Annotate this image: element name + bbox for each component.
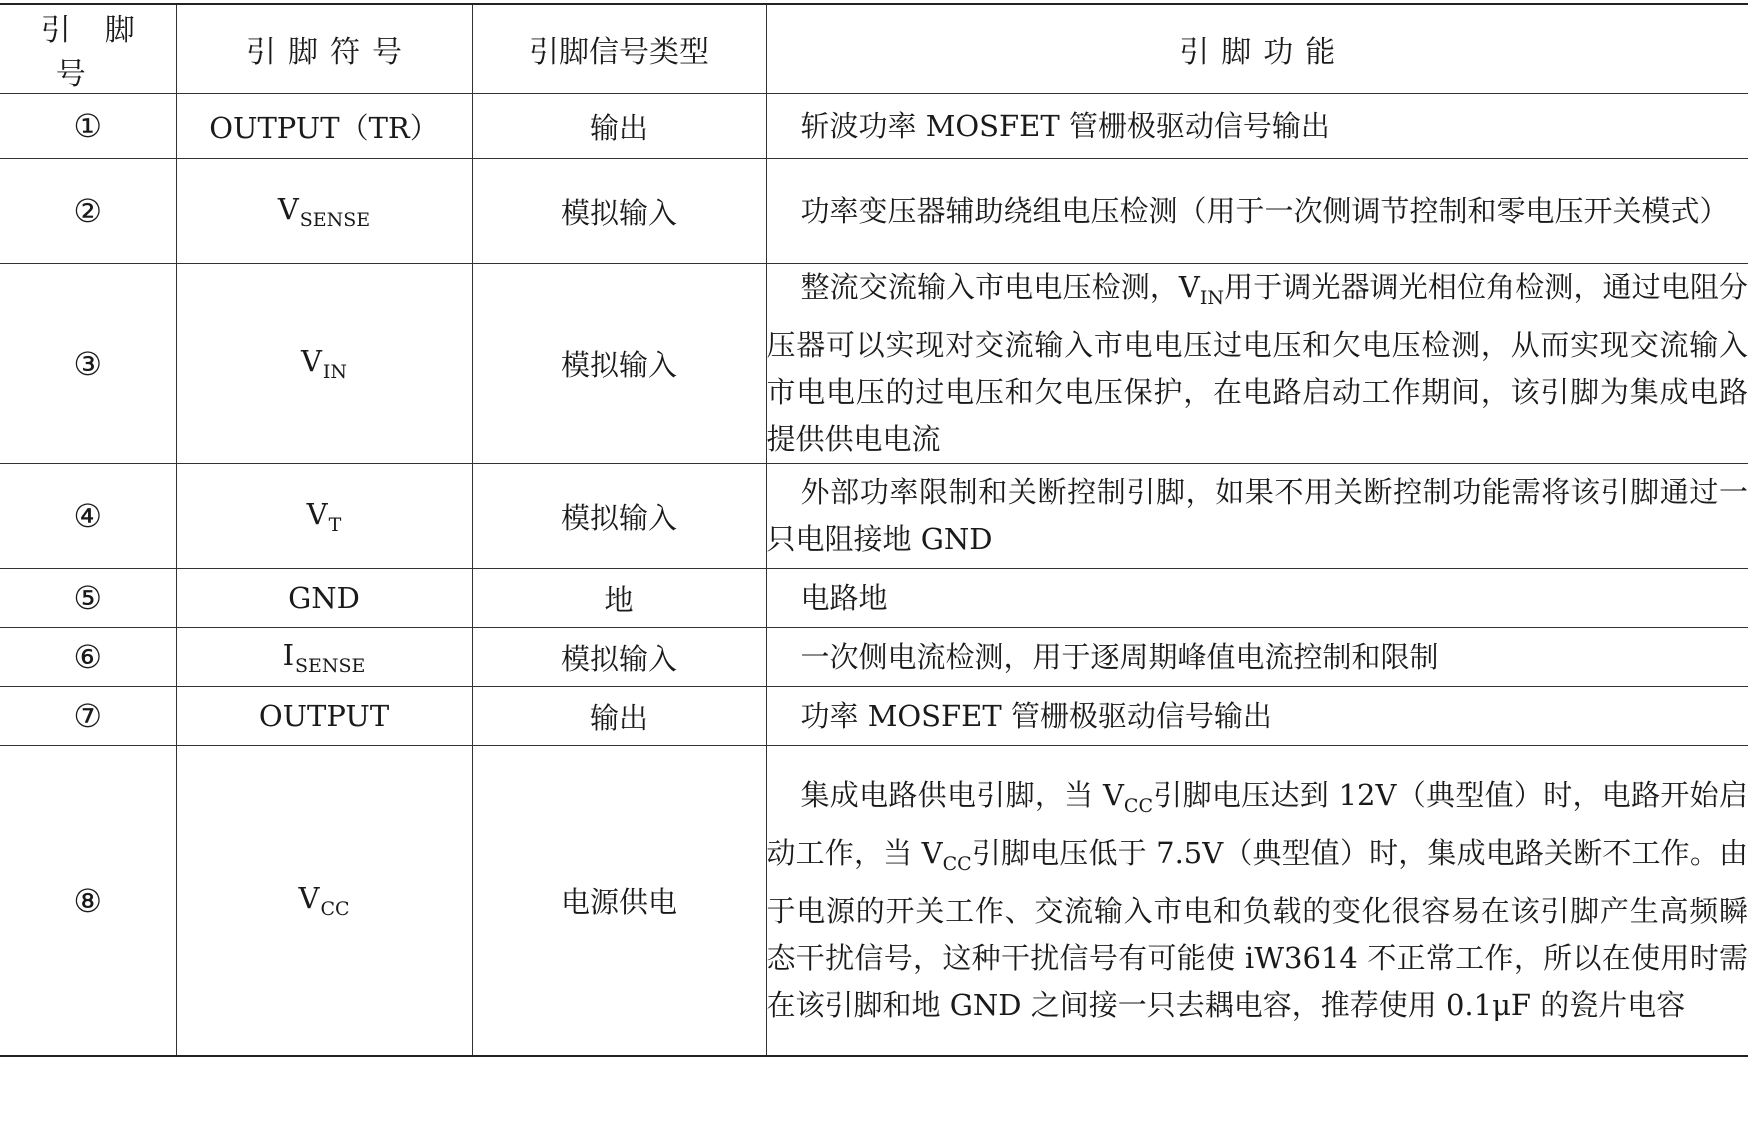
pin-symbol (176, 746, 472, 1057)
function-text: 电路地 (800, 580, 888, 615)
signal-type: 电源供电 (472, 746, 766, 1057)
pin-symbol-subscript: CC (320, 898, 350, 920)
pin-symbol (176, 464, 472, 569)
signal-type: 模拟输入 (472, 464, 766, 569)
table-row (0, 464, 1748, 569)
pin-symbol-text: I (282, 637, 295, 672)
signal-type: 地 (472, 569, 766, 628)
pin-symbol-text: V (277, 191, 299, 226)
function-text: 引脚电压低于 7.5V（典型值）时，集成电路关断不工作。由于电源的开关工作、交流输入市电和负载的变化很容易在该引脚产生高频瞬态干扰信号，这种干扰信号有可能使 iW3614 不正常工作，所以在使用时需在该引脚和地 GND 之间接一只去耦电容，推荐使用 0.1μF 的瓷片电容 (766, 836, 1748, 1022)
function-text: 整流交流输入市电电压检测，V (800, 270, 1200, 304)
pin-symbol-text: OUTPUT (258, 699, 390, 733)
pin-function-table (0, 3, 1748, 1057)
pin-symbol (176, 94, 472, 159)
table-row (0, 264, 1748, 464)
signal-type: 输出 (472, 687, 766, 746)
pin-number: ② (0, 159, 176, 264)
pin-function (766, 746, 1748, 1057)
pin-number: ⑤ (0, 569, 176, 628)
table-row (0, 687, 1748, 746)
pin-symbol-subscript: IN (322, 361, 348, 383)
pin-symbol-text: V (298, 881, 320, 915)
header-row (0, 4, 1748, 94)
pin-number: ⑥ (0, 628, 176, 687)
function-text: 一次侧电流检测，用于逐周期峰值电流控制和限制 (800, 639, 1439, 674)
function-text: 集成电路供电引脚，当 V (800, 778, 1124, 812)
pin-symbol (176, 159, 472, 264)
pin-symbol-subscript: SENSE (299, 208, 371, 231)
table-row (0, 94, 1748, 159)
function-subscript: CC (942, 853, 972, 875)
pin-symbol-subscript: SENSE (295, 654, 366, 677)
pin-function (766, 159, 1748, 264)
function-subscript: IN (1199, 287, 1225, 309)
pin-symbol-text: V (300, 344, 322, 378)
pin-number: ① (0, 94, 176, 159)
function-text: 用于调光器调光相位角检测，通过电阻分压器可以实现对交流输入市电电压过电压和欠电压检测，从而实现交流输入市电电压的过电压和欠电压保护，在电路启动工作期间，该引脚为集成电路提供供电电流 (766, 270, 1748, 456)
pin-function (766, 687, 1748, 746)
table-row (0, 628, 1748, 687)
pin-symbol-text: V (306, 496, 328, 531)
pin-function (766, 94, 1748, 159)
function-text: 斩波功率 MOSFET 管栅极驱动信号输出 (800, 108, 1330, 143)
function-text: 外部功率限制和关断控制引脚，如果不用关断控制功能需将该引脚通过一只电阻接地 GND (766, 475, 1748, 556)
pin-symbol-text: OUTPUT（TR） (209, 110, 439, 145)
pin-symbol (176, 628, 472, 687)
header-function: 引脚功能 (766, 4, 1748, 94)
pin-number: ⑧ (73, 881, 103, 920)
signal-type: 模拟输入 (472, 159, 766, 264)
pin-function (766, 464, 1748, 569)
header-pin-symbol: 引脚符号 (176, 4, 472, 94)
header-pin-number: 引脚号 (0, 4, 176, 94)
function-text: 功率 MOSFET 管栅极驱动信号输出 (800, 698, 1272, 733)
pin-symbol (176, 687, 472, 746)
pin-function (766, 264, 1748, 464)
signal-type: 模拟输入 (472, 628, 766, 687)
pin-symbol-text: GND (288, 581, 360, 615)
function-subscript: CC (1123, 795, 1153, 817)
table-row (0, 569, 1748, 628)
table-row (0, 746, 1748, 1057)
header-signal-type: 引脚信号类型 (472, 4, 766, 94)
signal-type: 输出 (472, 94, 766, 159)
table-row (0, 159, 1748, 264)
pin-symbol (176, 569, 472, 628)
function-text: 功率变压器辅助绕组电压检测（用于一次侧调节控制和零电压开关模式） (800, 193, 1729, 228)
pin-function (766, 628, 1748, 687)
signal-type: 模拟输入 (472, 264, 766, 464)
pin-symbol (176, 264, 472, 464)
pin-number: ⑦ (0, 687, 176, 746)
pin-symbol-subscript: T (328, 513, 342, 536)
function-text: 引脚电压达到 12V（典型值）时，电路开始启动工作，当 V (766, 778, 1748, 870)
pin-number: ③ (0, 264, 176, 464)
pin-function (766, 569, 1748, 628)
pin-number: ④ (0, 464, 176, 569)
